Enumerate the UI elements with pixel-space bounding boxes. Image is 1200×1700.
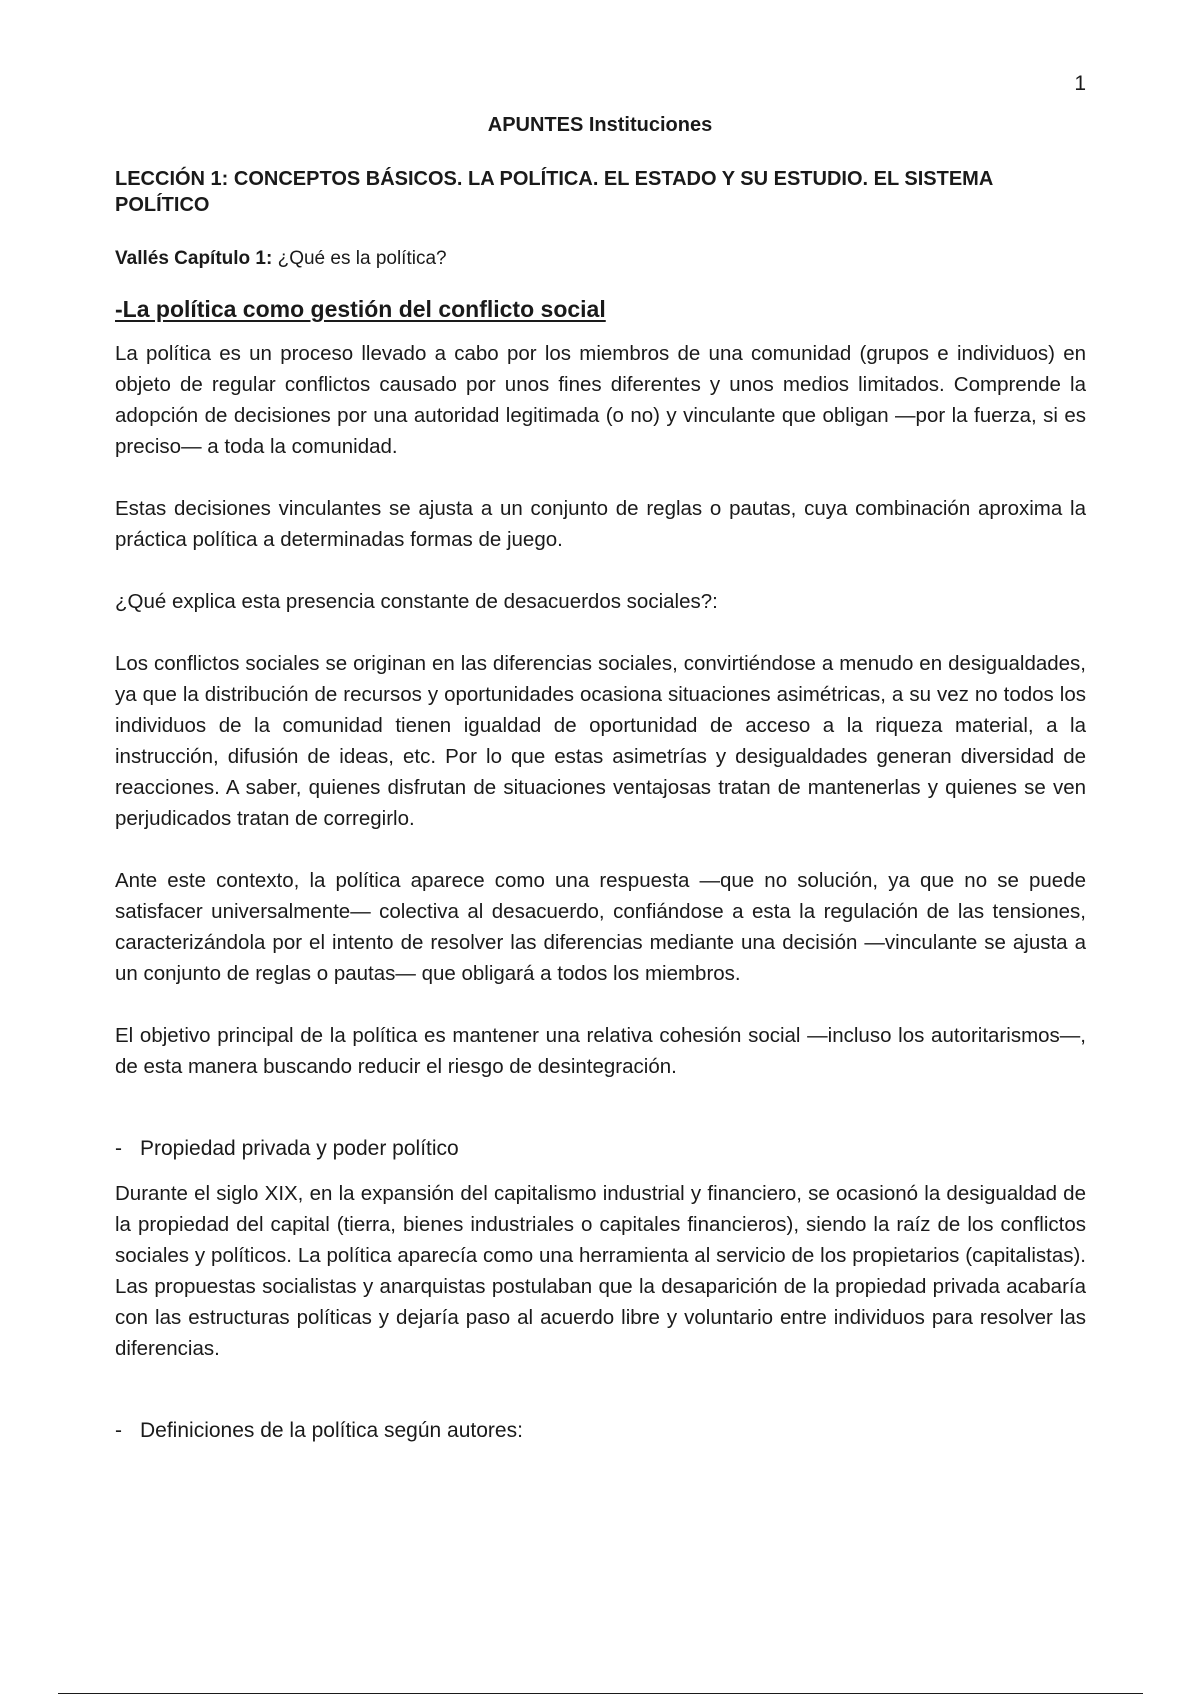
section-heading-definitions xyxy=(115,1416,1086,1446)
chapter-line xyxy=(115,246,1086,272)
paragraph: La política es un proceso llevado a cabo por los miembros de una comunidad (grupos e individuos) en objeto de regular conflictos causado por unos fines diferentes y unos medios limitados. Comprende la adopción de decisiones por una autoridad legitimada (o no) y vinculante que obligan —por la fuerza, si es preciso— a toda la comunidad. xyxy=(115,342,1086,458)
lesson-title: LECCIÓN 1: CONCEPTOS BÁSICOS. LA POLÍTICA. EL ESTADO Y SU ESTUDIO. EL SISTEMA POLÍTICO xyxy=(115,168,993,216)
section-title-conflict: -La política como gestión del conflicto social xyxy=(115,296,606,322)
paragraph: El objetivo principal de la política es mantener una relativa cohesión social —incluso los autoritarismos—, de esta manera buscando reducir el riesgo de desintegración. xyxy=(115,1024,1086,1078)
paragraph: Estas decisiones vinculantes se ajusta a un conjunto de reglas o pautas, cuya combinación aproxima la práctica política a determinadas formas de juego. xyxy=(115,497,1086,551)
document-body xyxy=(115,166,1086,1446)
dash-bullet: - xyxy=(115,1137,122,1160)
paragraph: ¿Qué explica esta presencia constante de desacuerdos sociales?: xyxy=(115,590,718,613)
paragraph: Ante este contexto, la política aparece como una respuesta —que no solución, ya que no se puede satisfacer universalmente— colectiva al desacuerdo, confiándose a esta la regulación de las tensiones, caracterizándola por el intento de resolver las diferencias mediante una decisión —vinculante se ajusta a un conjunto de reglas o pautas— que obligará a todos los miembros. xyxy=(115,869,1086,985)
page-number: 1 xyxy=(1074,72,1086,95)
dash-bullet: - xyxy=(115,1419,122,1442)
footer-divider xyxy=(58,1693,1143,1694)
paragraph: Durante el siglo XIX, en la expansión del capitalismo industrial y financiero, se ocasionó la desigualdad de la propiedad del capital (tierra, bienes industriales o capitales financieros), siendo la raíz de los conflictos sociales y políticos. La política aparecía como una herramienta al servicio de los propietarios (capitalistas). Las propuestas socialistas y anarquistas postulaban que la desaparición de la propiedad privada acabaría con las estructuras políticas y dejaría paso al acuerdo libre y voluntario entre individuos para resolver las diferencias. xyxy=(115,1182,1086,1360)
section-heading-text: Definiciones de la política según autores: xyxy=(140,1419,523,1442)
section-heading-text: Propiedad privada y poder político xyxy=(140,1137,459,1160)
paragraph: Los conflictos sociales se originan en las diferencias sociales, convirtiéndose a menudo en desigualdades, ya que la distribución de recursos y oportunidades ocasiona situaciones asimétricas, a su vez no todos los individuos de la comunidad tienen igualdad de oportunidad de acceso a la riqueza material, a la instrucción, difusión de ideas, etc. Por lo que estas asimetrías y desigualdades generan diversidad de reacciones. A saber, quienes disfrutan de situaciones ventajosas tratan de mantenerlas y quienes se ven perjudicados tratan de corregirlo. xyxy=(115,652,1086,830)
document-title: APUNTES Instituciones xyxy=(487,114,713,136)
chapter-question: ¿Qué es la política? xyxy=(277,248,447,269)
section-heading-property xyxy=(115,1134,1086,1164)
chapter-label: Vallés Capítulo 1: xyxy=(115,248,273,269)
